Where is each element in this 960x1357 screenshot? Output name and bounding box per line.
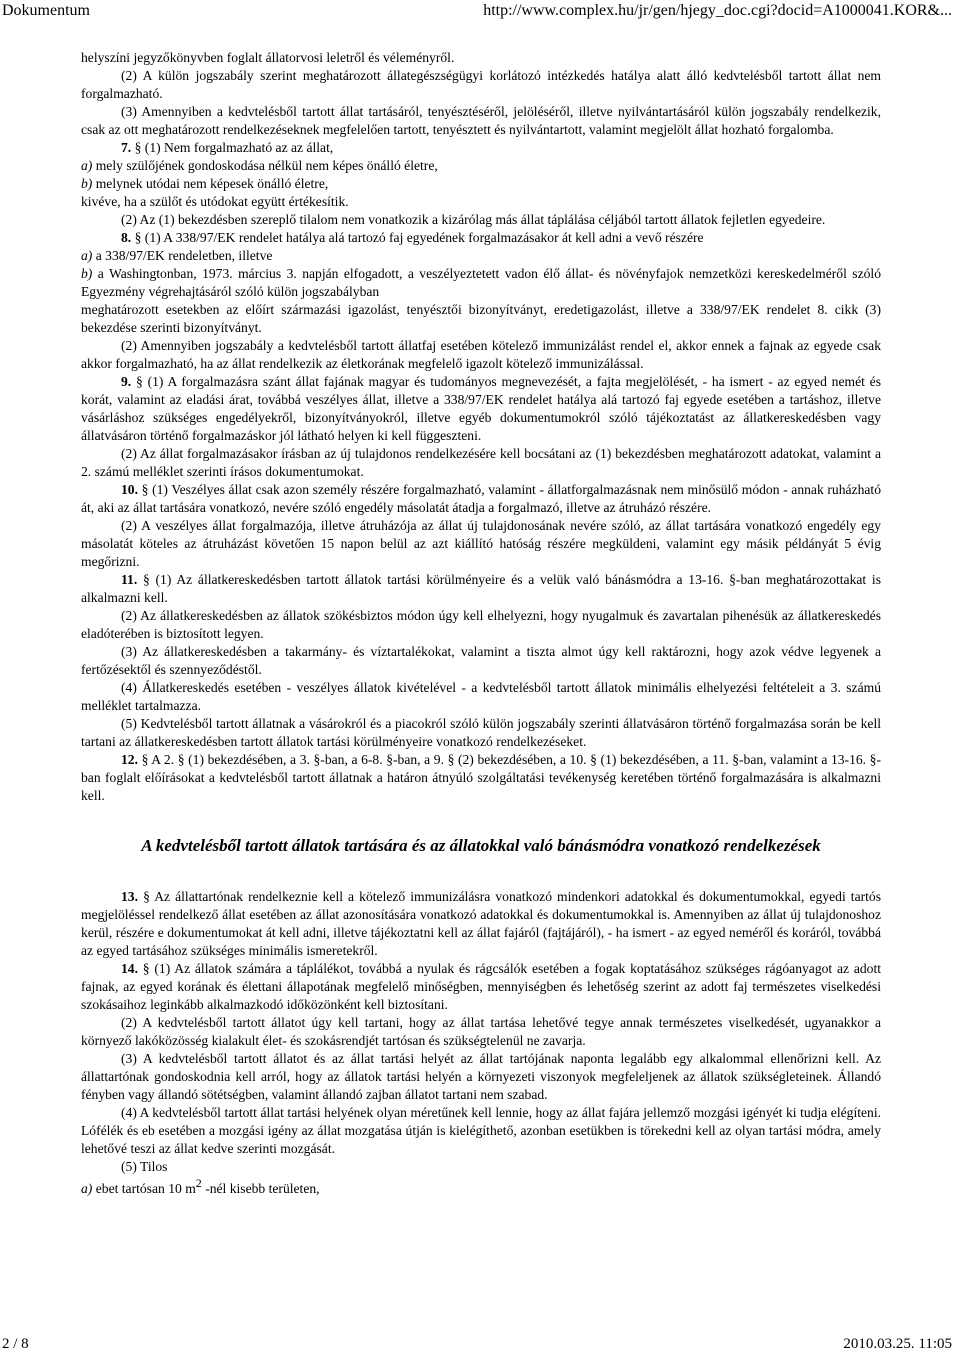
list-label: a) xyxy=(81,158,93,173)
section-text: § (1) Az állatok számára a táplálékot, továbbá a nyulak és rágcsálók esetében a fogak koptatásához szükséges rágóanyagot az adott fajnak, az egyed korának és élettani állapotának megfelelő minőségben, mennyiségben és lehetőség szerint az adott faj természetes viselkedési szokásaihoz leginkább alkalmazkodó időközönként kell biztosítani. xyxy=(81,961,882,1012)
paragraph: (2) Az állat forgalmazásakor írásban az új tulajdonos rendelkezésére kell bocsátani az (1) bekezdésben meghatározott adatokat, valamint a 2. számú melléklet szerinti írásos dokumentumokat. xyxy=(81,446,881,479)
list-text: ebet tartósan 10 m xyxy=(95,1181,196,1196)
page-url: http://www.complex.hu/jr/gen/hjegy_doc.cgi?docid=A1000041.KOR&... xyxy=(483,2,952,19)
section-14 xyxy=(81,960,881,1014)
section-text: § (1) A 338/97/EK rendelet hatálya alá tartozó faj egyedének forgalmazásakor át kell adni a vevő részére xyxy=(134,230,704,245)
section-number: 11. xyxy=(121,572,138,587)
paragraph: helyszíni jegyzőkönyvben foglalt állatorvosi leletről és véleményről. xyxy=(81,50,455,65)
paragraph: (2) A külön jogszabály szerint meghatározott állategészségügyi korlátozó intézkedés hatálya alatt álló kedvtelésből tartott állat nem forgalmazható. xyxy=(81,68,881,101)
paragraph: (4) Állatkereskedés esetében - veszélyes állatok kivételével - a kedvtelésből tartott állatok minimális elhelyezési feltételeit a 3. számú melléklet tartalmazza. xyxy=(81,680,881,713)
section-number: 8. xyxy=(121,230,132,245)
section-number: 7. xyxy=(121,140,132,155)
section-number: 12. xyxy=(121,752,138,767)
paragraph: (2) Az (1) bekezdésben szereplő tilalom nem vonatkozik a kizárólag más állat táplálása céljából tartott állatok fejletlen egyedeire. xyxy=(121,212,826,227)
section-9 xyxy=(81,373,881,445)
list-item xyxy=(81,175,881,193)
list-label: a) xyxy=(81,1181,93,1196)
paragraph: (2) Az állatkereskedésben az állatok szökésbiztos módon úgy kell elhelyezni, hogy nyugalmuk és zavartalan pihenésük az állatkereskedés eladóterében is biztosított legyen. xyxy=(81,608,881,641)
list-text: a Washingtonban, 1973. március 3. napján elfogadott, a veszélyeztetett vadon élő állat- és növényfajok nemzetközi kereskedelméről szóló Egyezmény végrehajtásáról szóló külön jogszabályban xyxy=(81,266,881,299)
paragraph: (2) Amennyiben jogszabály a kedvtelésből tartott állatfaj esetében kötelező immunizálást rendel el, akkor ennek a fajnak az egyede csak akkor forgalmazható, ha az állat rendelkezik az életkorának megfelelő igazolt kötelező immunizálással. xyxy=(81,338,881,371)
paragraph: (2) A veszélyes állat forgalmazója, illetve átruházója az állat új tulajdonosának nevére szóló, az állat tartására vonatkozó engedély egy másolatát köteles az átruházást követően 15 napon belül az azt kiállító hatóság részére megküldeni, valamint egy másik példányát 5 évig megőrizni. xyxy=(81,518,881,569)
document-body xyxy=(81,49,881,1198)
section-text: § (1) A forgalmazásra szánt állat fajának magyar és tudományos megnevezését, a fajta megjelölését, - ha ismert - az egyed nemét és korát, valamint az eladási árat, továbbá veszélyes állat, illetve a 338/97/EK rendelet hatálya alá tartozó faj egyede esetében a tartáshoz, illetve vásárláshoz szükséges engedélyekről, bizonyítványokról, illetve egyéb dokumentumokról szóló tájékoztatást az állatkereskedésben vagy állatvásáron történő forgalmazáskor jól látható helyen ki kell függeszteni. xyxy=(81,374,881,443)
section-number: 13. xyxy=(121,889,138,904)
list-text: melynek utódai nem képesek önálló életre, xyxy=(95,176,329,191)
list-text: mely szülőjének gondoskodása nélkül nem képes önálló életre, xyxy=(95,158,438,173)
list-label: b) xyxy=(81,266,93,281)
section-number: 9. xyxy=(121,374,132,389)
section-text: § (1) Nem forgalmazható az az állat, xyxy=(134,140,334,155)
list-item xyxy=(81,247,881,265)
paragraph: (4) A kedvtelésből tartott állat tartási helyének olyan méretűnek kell lennie, hogy az állat fajára jellemző mozgási igényét ki tudja elégíteni. Lófélék és eb esetében a mozgási igény az állat mozgatása útján is kielégíthető, azonban esetükben is törekedni kell az olyan tartási módra, amely lehetővé teszi az állat kedve szerinti mozgását. xyxy=(81,1105,881,1156)
section-number: 10. xyxy=(121,482,138,497)
paragraph: meghatározott esetekben az előírt származási igazolást, tenyésztői bizonyítványt, eredetigazolást, illetve a 338/97/EK rendelet 8. cikk (3) bekezdése szerinti bizonyítványt. xyxy=(81,302,881,335)
paragraph: (5) Tilos xyxy=(121,1159,168,1174)
section-text: § (1) Veszélyes állat csak azon személy részére forgalmazható, valamint - állatforgalmazásnak nem minősülő módon - annak ruházható át, aki az állat tartására vonatkozó, nevére szóló engedély másolatát átadja a forgalmazó, illetve az átruházó részére. xyxy=(81,482,881,515)
chapter-heading: A kedvtelésből tartott állatok tartására és az állatokkal való bánásmódra vonatkozó rendelkezések xyxy=(141,836,821,855)
section-text: § (1) Az állatkereskedésben tartott állatok tartási körülményeire és a velük való bánásmódra a 13-16. §-ban meghatározottakat is alkalmazni kell. xyxy=(81,572,881,605)
list-item xyxy=(81,265,881,301)
print-timestamp: 2010.03.25. 11:05 xyxy=(843,1336,952,1352)
paragraph: (2) A kedvtelésből tartott állatot úgy kell tartani, hogy az állat tartása lehetővé tegye annak természetes viselkedését, ugyanakkor a környező lakóközösség kialakult élet- és szokásrendjét tartósan és szükségtelenül ne zavarja. xyxy=(81,1015,881,1048)
section-text: § Az állattartónak rendelkeznie kell a kötelező immunizálásra vonatkozó mindenkori adatokkal és dokumentumokkal, egyedi tartós megjelöléssel rendelkező állat esetében az állat azonosítására vonatkozó adatokkal és dokumentumokkal is. Amennyiben az állat új tulajdonoshoz kerül, részére e dokumentumokat át kell adni, illetve tájékoztatni kell az állat fajáról (fajtájáról), - ha ismert - az egyed neméről és koráról, továbbá az egyed tartásához szükséges minimális ismeretekről. xyxy=(81,889,881,958)
section-10 xyxy=(81,481,881,517)
list-item xyxy=(81,1176,881,1198)
paragraph: kivéve, ha a szülőt és utódokat együtt értékesítik. xyxy=(81,194,349,209)
superscript: 2 xyxy=(195,1176,202,1190)
section-number: 14. xyxy=(121,961,138,976)
list-label: a) xyxy=(81,248,93,263)
list-text: a 338/97/EK rendeletben, illetve xyxy=(95,248,273,263)
section-8 xyxy=(81,229,881,247)
section-text: § A 2. § (1) bekezdésében, a 3. §-ban, a 6-8. §-ban, a 9. § (2) bekezdésében, a 10. § (1) bekezdésében, a 11. §-ban, valamint a 13-16. §-ban foglalt előírásokat a kedvtelésből tartott állatnak a határon átnyúló szolgáltatási tevékenység keretében történő forgalmazására is alkalmazni kell. xyxy=(81,752,881,803)
page-number: 2 / 8 xyxy=(2,1336,29,1352)
paragraph: (3) A kedvtelésből tartott állatot és az állat tartási helyét az állat tartójának naponta legalább egy alkalommal ellenőrizni kell. Az állattartónak gondoskodnia kell arról, hogy az állatok tartási helyén a környezeti viszonyok megfeleljenek az állatok szükségleteinek. Állandó fényben vagy állandó sötétségben, valamint állandó zajban állatot tartani nem szabad. xyxy=(81,1051,881,1102)
section-13 xyxy=(81,888,881,960)
paragraph: (3) Az állatkereskedésben a takarmány- és víztartalékokat, valamint a tiszta almot úgy kell raktározni, hogy azok védve legyenek a fertőzésektől és szennyeződéstől. xyxy=(81,644,881,677)
section-11 xyxy=(81,571,881,607)
document-title: Dokumentum xyxy=(2,2,90,19)
section-12 xyxy=(81,751,881,805)
section-7 xyxy=(81,139,881,157)
paragraph: (5) Kedvtelésből tartott állatnak a vásárokról és a piacokról szóló külön jogszabály szerinti állatvásáron történő forgalmazása során be kell tartani az állatkereskedésben tartott állatok tartási körülményeire vonatkozó rendelkezéseket. xyxy=(81,716,881,749)
paragraph: (3) Amennyiben a kedvtelésből tartott állat tartásáról, tenyésztéséről, jelöléséről, illetve nyilvántartásáról külön jogszabály rendelkezik, csak az ott meghatározott rendelkezéseknek megfelelően tartott, tenyésztett és nyilvántartott, valamint megjelölt állat hozható forgalomba. xyxy=(81,104,881,137)
list-label: b) xyxy=(81,176,93,191)
list-text: -nél kisebb területen, xyxy=(205,1181,320,1196)
list-item xyxy=(81,157,881,175)
